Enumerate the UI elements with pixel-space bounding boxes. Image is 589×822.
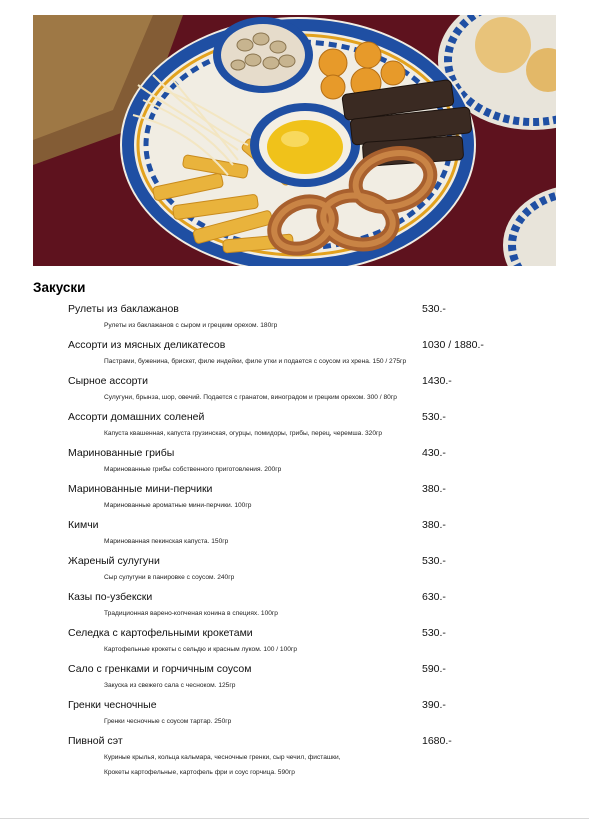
menu-item-description: Пастрами, буженина, брискет, филе индейки, филе утки и подается с соусом из хрена. 150 / 275гр — [104, 358, 407, 365]
menu-item-price: 530.- — [422, 555, 446, 567]
menu-item-name: Жареный сулугуни — [68, 555, 160, 567]
menu-item-description: Сыр сулугуни в панировке с соусом. 240гр — [104, 574, 235, 581]
menu-item-name: Пивной сэт — [68, 735, 123, 747]
menu-item-price: 530.- — [422, 411, 446, 423]
menu-item-name: Казы по-узбекски — [68, 591, 153, 603]
menu-item-description: Сулугуни, брынза, шор, овечий. Подается с гранатом, виноградом и грецким орехом. 300 / 80гр — [104, 394, 397, 401]
menu-item-name: Рулеты из баклажанов — [68, 303, 179, 315]
menu-item-description: Капуста квашенная, капуста грузинская, огурцы, помидоры, грибы, перец, черемша. 320гр — [104, 430, 383, 437]
menu-item-description: Традиционная варено-копченая конина в специях. 100гр — [104, 610, 278, 617]
menu-item-name: Ассорти из мясных деликатесов — [68, 339, 226, 351]
menu-item-description: Маринованная пекинская капуста. 150гр — [104, 538, 229, 545]
menu-item-price: 380.- — [422, 519, 446, 531]
menu-item-price: 430.- — [422, 447, 446, 459]
menu-item-name: Сырное ассорти — [68, 375, 148, 387]
menu-item-name: Кимчи — [68, 519, 99, 531]
menu-item-name: Ассорти домашних соленей — [68, 411, 205, 423]
menu-item-description: Маринованные грибы собственного приготовления. 200гр — [104, 466, 282, 473]
menu-item-price: 530.- — [422, 303, 446, 315]
menu-item-name: Селедка с картофельными крокетами — [68, 627, 253, 639]
menu-item-price: 630.- — [422, 591, 446, 603]
section-title: Закуски — [33, 280, 86, 295]
menu-item-description: Маринованные ароматные мини-перчики. 100гр — [104, 502, 252, 509]
menu-item-name: Гренки чесночные — [68, 699, 157, 711]
menu-item-name: Маринованные мини-перчики — [68, 483, 213, 495]
menu-item-description: Закуска из свежего сала с чесноком. 125гр — [104, 682, 236, 689]
menu-item-name: Маринованные грибы — [68, 447, 175, 459]
menu-item-name: Сало с гренками и горчичным соусом — [68, 663, 252, 675]
food-platter-photo — [33, 15, 556, 266]
food-platter-illustration — [33, 15, 556, 266]
menu-item-description: Крокеты картофельные, картофель фри и соус горчица. 590гр — [104, 769, 295, 776]
menu-item-description: Гренки чесночные с соусом тартар. 250гр — [104, 718, 232, 725]
menu-item-description: Куриные крылья, кольца кальмара, чесночные гренки, сыр чечил, фисташки, — [104, 754, 341, 761]
menu-item-price: 590.- — [422, 663, 446, 675]
menu-item-price: 1680.- — [422, 735, 452, 747]
menu-item-price: 390.- — [422, 699, 446, 711]
menu-item-price: 1430.- — [422, 375, 452, 387]
menu-item-description: Рулеты из баклажанов с сыром и грецким орехом. 180гр — [104, 322, 278, 329]
page-bottom-rule — [0, 818, 589, 819]
menu-item-price: 380.- — [422, 483, 446, 495]
menu-item-description: Картофельные крокеты с сельдю и красным луком. 100 / 100гр — [104, 646, 297, 653]
menu-item-price: 530.- — [422, 627, 446, 639]
menu-item-price: 1030 / 1880.- — [422, 339, 484, 351]
